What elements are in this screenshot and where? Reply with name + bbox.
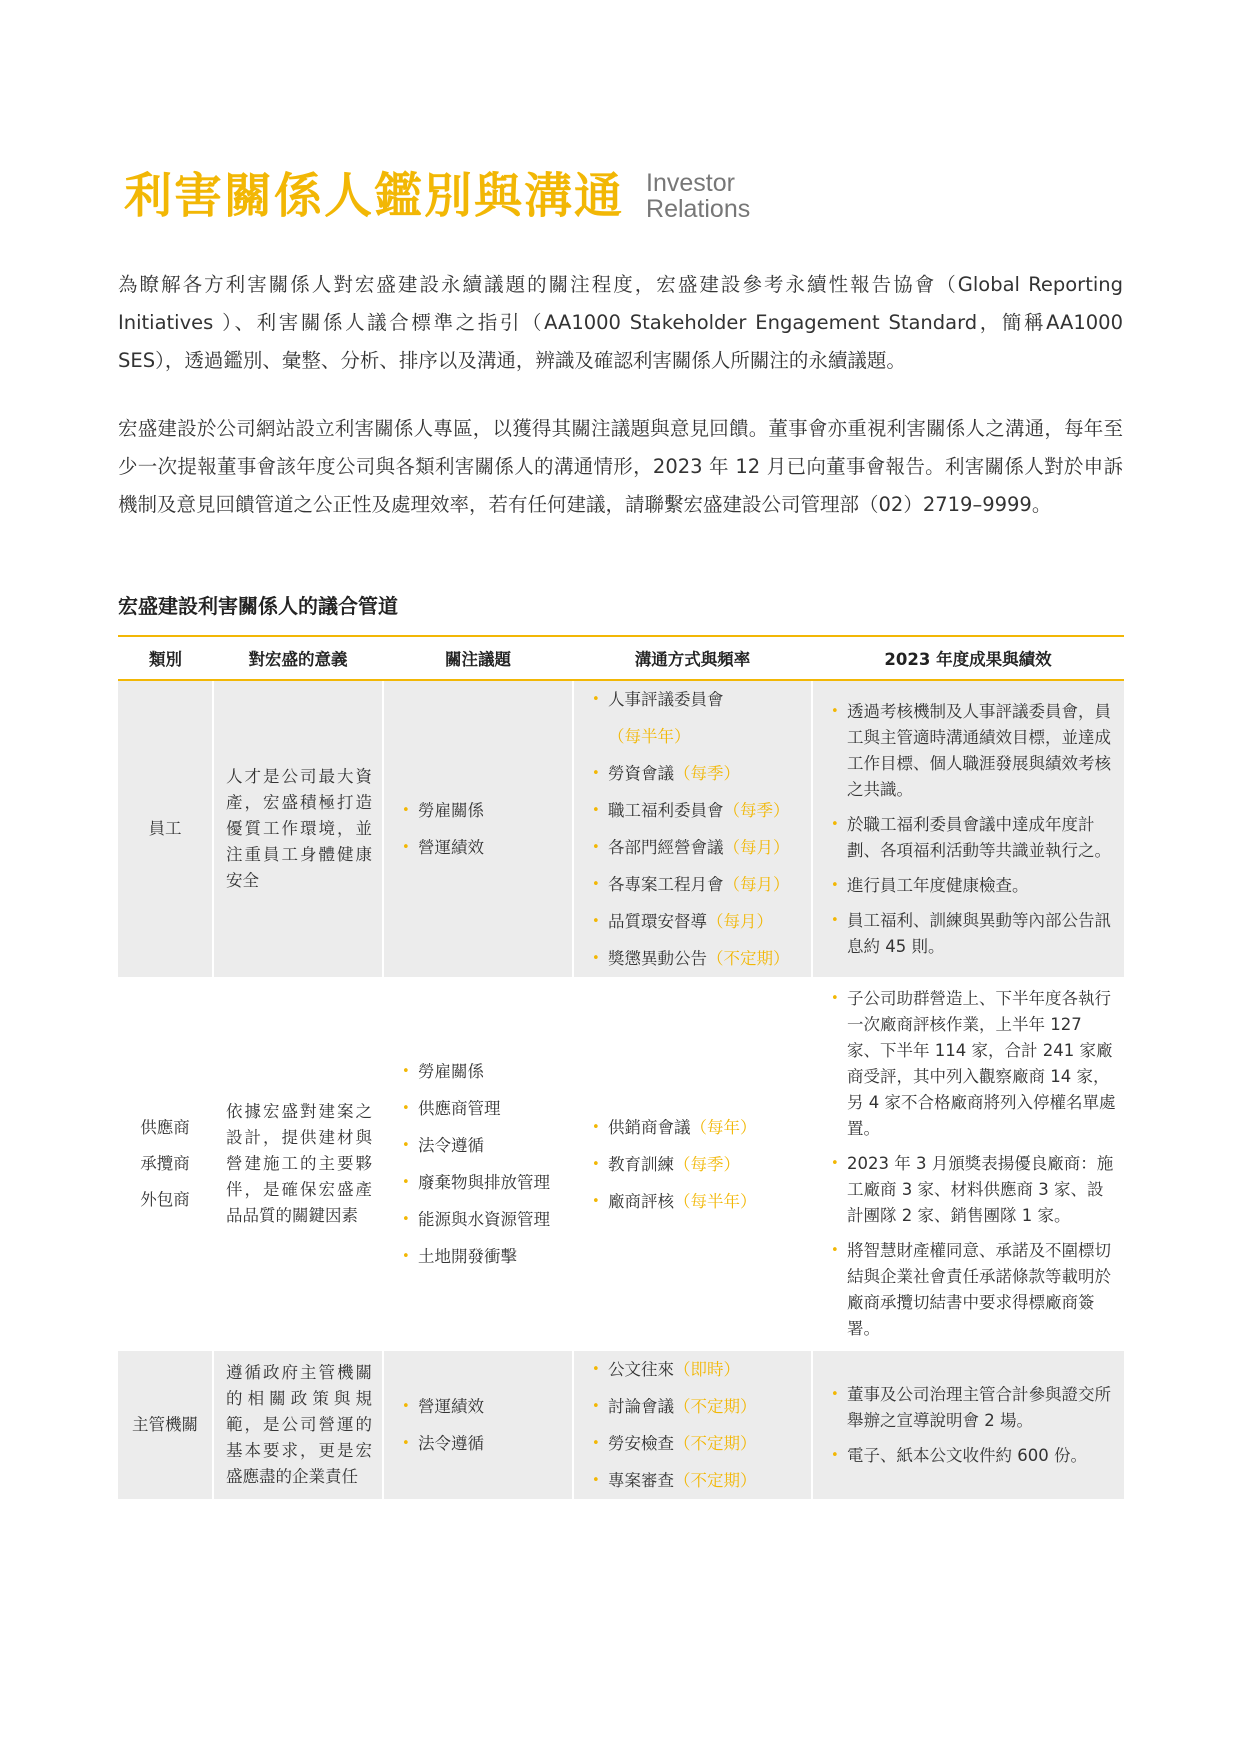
- channel-name: 專案審查: [608, 1471, 674, 1490]
- issue-item: • 土地開發衝擊: [402, 1238, 564, 1275]
- channel-frequency: （每半年）: [674, 1191, 757, 1211]
- channel-item: [592, 792, 803, 829]
- meaning-cell: 依據宏盛對建案之設計，提供建材與營建施工的主要夥伴，是確保宏盛產品品質的關鍵因素: [213, 977, 383, 1351]
- category-label: 員工: [148, 819, 182, 838]
- header-meaning: 對宏盛的意義: [213, 636, 383, 680]
- channel-name: 品質環安督導: [608, 912, 707, 931]
- channel-name: 公文往來: [608, 1360, 674, 1379]
- channel-item: [592, 903, 803, 940]
- table-row-suppliers: [118, 977, 1124, 1351]
- channel-item: [592, 1425, 803, 1462]
- channel-name: 各專案工程月會: [608, 875, 724, 894]
- channel-item: [592, 829, 803, 866]
- channel-frequency: （即時）: [674, 1360, 740, 1379]
- table-row-employees: [118, 680, 1124, 977]
- channel-frequency: （每季）: [674, 764, 740, 783]
- issue-item: • 法令遵循: [402, 1425, 564, 1462]
- channel-name: 獎懲異動公告: [608, 949, 707, 968]
- channel-frequency: （每季）: [674, 1154, 740, 1174]
- channel-frequency: （每半年）: [608, 727, 691, 746]
- channel-frequency: （每月）: [707, 912, 773, 931]
- channel-item: [592, 866, 803, 903]
- issue-item: • 營運績效: [402, 829, 564, 866]
- page-header: [124, 166, 750, 226]
- table-title: 宏盛建設利害關係人的議合管道: [118, 594, 398, 618]
- channel-frequency: （每季）: [723, 801, 790, 820]
- channel-name: 供銷商會議: [608, 1117, 691, 1137]
- channel-item: [592, 1146, 803, 1183]
- result-item: • 將智慧財產權同意、承諾及不圍標切結與企業社會責任承諾條款等載明於廠商承攬切結書中要求得標廠商簽署。: [831, 1238, 1116, 1342]
- issue-item: • 供應商管理: [402, 1090, 564, 1127]
- channel-frequency: （不定期）: [674, 1471, 757, 1490]
- contact-paragraph: 宏盛建設於公司網站設立利害關係人專區，以獲得其關注議題與意見回饋。董事會亦重視利害關係人之溝通，每年至少一次提報董事會該年度公司與各類利害關係人的溝通情形，2023 年 12 月已向董事會報告。利害關係人對於申訴機制及意見回饋管道之公正性及處理效率，若有任何建議，請聯繫宏盛建設公司管理部（02）2719–9999。: [118, 417, 1123, 516]
- channel-name: 人事評議委員會: [608, 690, 724, 709]
- channel-frequency: （每月）: [723, 875, 790, 894]
- category-label: 供應商: [140, 1118, 190, 1137]
- channel-frequency: （不定期）: [707, 949, 790, 968]
- category-label: 主管機關: [132, 1415, 198, 1434]
- page-subtitle: [646, 170, 750, 222]
- engagement-table-container: [118, 635, 1124, 1499]
- channel-item: [592, 1388, 803, 1425]
- issues-cell: [383, 977, 573, 1351]
- category-cell: [118, 977, 213, 1351]
- meaning-cell: 人才是公司最大資產，宏盛積極打造優質工作環境，並注重員工身體健康安全: [213, 680, 383, 977]
- channel-name: 各部門經營會議: [608, 838, 724, 857]
- engagement-table: [118, 635, 1124, 1499]
- intro-paragraph: 為瞭解各方利害關係人對宏盛建設永續議題的關注程度，宏盛建設參考永續性報告協會（Global Reporting Initiatives ）、利害關係人議合標準之指引（AA1000 Stakeholder Engagement Standard，簡稱AA1000 SES），透過鑑別、彙整、分析、排序以及溝通，辨識及確認利害關係人所關注的永續議題。: [118, 273, 1123, 372]
- issue-item: • 能源與水資源管理: [402, 1201, 564, 1238]
- issues-cell: [383, 680, 573, 977]
- subtitle-line-2: Relations: [646, 195, 751, 223]
- issue-item: • 勞雇關係: [402, 792, 564, 829]
- channels-cell: [573, 680, 812, 977]
- channel-item: [592, 1462, 803, 1499]
- header-category: 類別: [118, 636, 213, 680]
- results-cell: [812, 1351, 1124, 1499]
- channels-cell: [573, 1351, 812, 1499]
- header-results: 2023 年度成果與績效: [812, 636, 1124, 680]
- table-header-row: [118, 636, 1124, 680]
- result-item: • 進行員工年度健康檢查。: [831, 873, 1116, 899]
- subtitle-line-1: Investor: [646, 169, 735, 197]
- result-item: • 2023 年 3 月頒獎表揚優良廠商：施工廠商 3 家、材料供應商 3 家、設計團隊 2 家、銷售團隊 1 家。: [831, 1151, 1116, 1229]
- result-item: • 員工福利、訓練與異動等內部公告訊息約 45 則。: [831, 908, 1116, 960]
- channels-cell: [573, 977, 812, 1351]
- channel-item: [592, 940, 803, 977]
- issue-item: • 勞雇關係: [402, 1053, 564, 1090]
- channel-name: 勞安檢查: [608, 1434, 674, 1453]
- channel-name: 討論會議: [608, 1397, 674, 1416]
- category-label: 承攬商: [140, 1154, 190, 1173]
- channel-item: [592, 1351, 803, 1388]
- result-item: • 電子、紙本公文收件約 600 份。: [831, 1443, 1116, 1469]
- channel-item: [592, 1109, 803, 1146]
- channel-item: [592, 1183, 803, 1220]
- channel-frequency: （不定期）: [674, 1397, 757, 1416]
- issues-cell: [383, 1351, 573, 1499]
- category-label: 外包商: [140, 1190, 190, 1209]
- channel-name: 職工福利委員會: [608, 801, 724, 820]
- channel-item: [592, 755, 803, 792]
- channel-name: 勞資會議: [608, 764, 674, 783]
- result-item: • 董事及公司治理主管合計參與證交所舉辦之宣導說明會 2 場。: [831, 1382, 1116, 1434]
- issue-item: • 廢棄物與排放管理: [402, 1164, 564, 1201]
- issue-item: • 營運績效: [402, 1388, 564, 1425]
- table-row-authorities: [118, 1351, 1124, 1499]
- results-cell: [812, 680, 1124, 977]
- header-issues: 關注議題: [383, 636, 573, 680]
- result-item: • 於職工福利委員會議中達成年度計劃、各項福利活動等共識並執行之。: [831, 812, 1116, 864]
- channel-name: 教育訓練: [608, 1154, 674, 1174]
- header-channels: 溝通方式與頻率: [573, 636, 812, 680]
- category-cell: [118, 1351, 213, 1499]
- category-cell: [118, 680, 213, 977]
- issue-item: • 法令遵循: [402, 1127, 564, 1164]
- channel-item: [592, 681, 803, 755]
- result-item: • 透過考核機制及人事評議委員會，員工與主管適時溝通績效目標，並達成工作目標、個人職涯發展與績效考核之共識。: [831, 699, 1116, 803]
- meaning-cell: 遵循政府主管機關的相關政策與規範，是公司營運的基本要求，更是宏盛應盡的企業責任: [213, 1351, 383, 1499]
- results-cell: [812, 977, 1124, 1351]
- channel-frequency: （不定期）: [674, 1434, 757, 1453]
- channel-name: 廠商評核: [608, 1191, 674, 1211]
- channel-frequency: （每月）: [723, 838, 790, 857]
- channel-frequency: （每年）: [690, 1117, 757, 1137]
- result-item: • 子公司助群營造上、下半年度各執行一次廠商評核作業，上半年 127 家、下半年 114 家，合計 241 家廠商受評，其中列入觀察廠商 14 家，另 4 家不合格廠商將列入停權名單處置。: [831, 986, 1116, 1142]
- page-title: 利害關係人鑑別與溝通: [124, 168, 625, 224]
